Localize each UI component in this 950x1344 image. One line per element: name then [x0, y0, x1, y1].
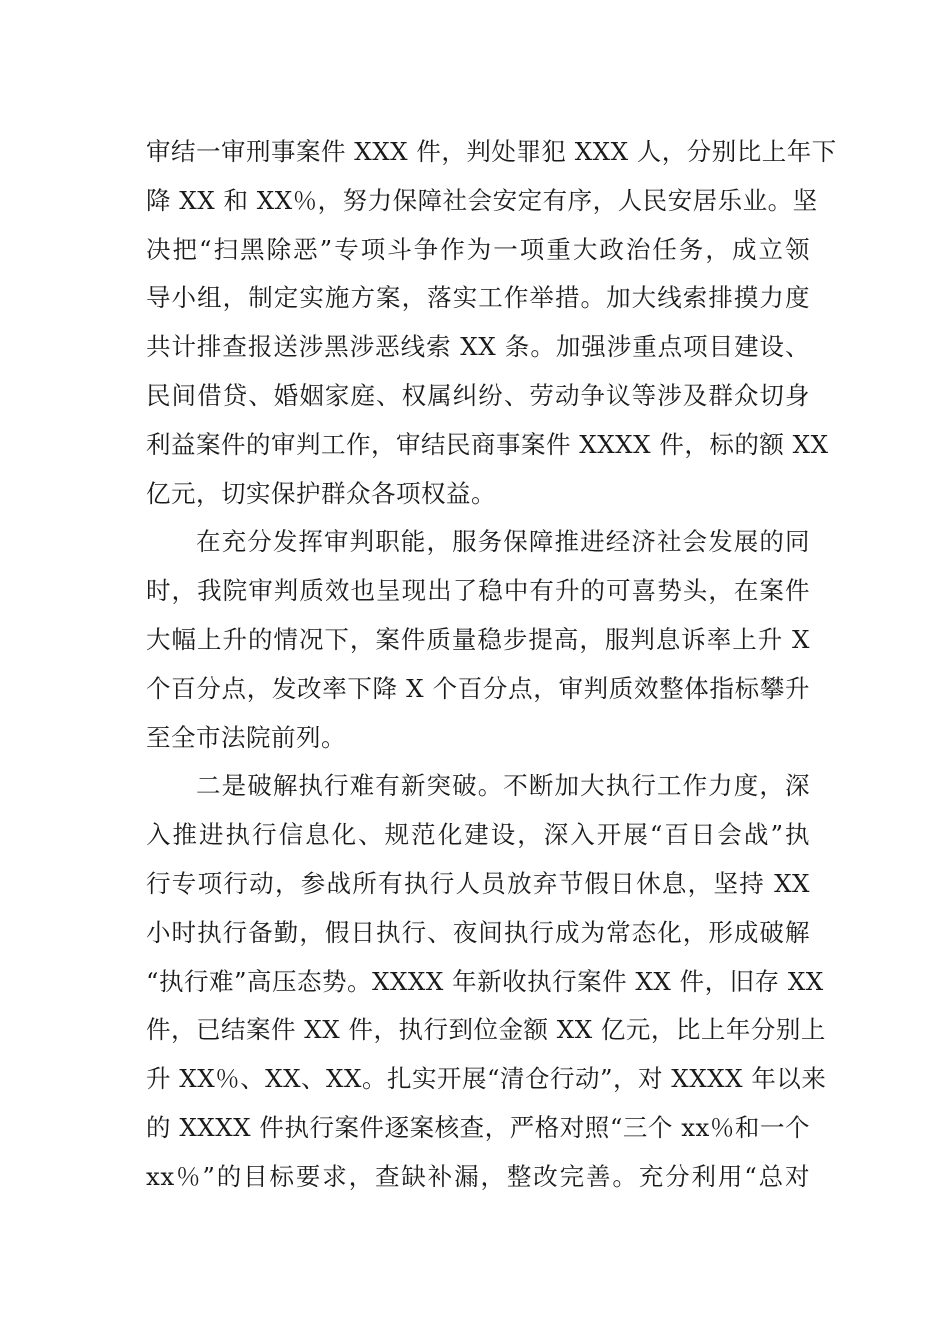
paragraph-3-line: 二是破解执行难有新突破。不断加大执行工作力度，深: [196, 771, 810, 801]
paragraph-2-line: 在充分发挥审判职能，服务保障推进经济社会发展的同: [196, 527, 810, 557]
paragraph-3-line: “执行难”高压态势。XXXX 年新收执行案件 XX 件，旧存 XX: [146, 966, 824, 996]
paragraph-1-line: 审结一审刑事案件 XXX 件，判处罪犯 XXX 人，分别比上年下: [146, 137, 837, 166]
paragraph-1-line: 决把“扫黑除恶”专项斗争作为一项重大政治任务，成立领: [146, 234, 810, 264]
paragraph-1-line: 共计排查报送涉黑涉恶线索 XX 条。加强涉重点项目建设、: [146, 332, 810, 362]
paragraph-1-line: 民间借贷、婚姻家庭、权属纠纷、劳动争议等涉及群众切身: [146, 380, 810, 410]
paragraph-3-line: 入推进执行信息化、规范化建设，深入开展“百日会战”执: [146, 820, 810, 850]
paragraph-1-line: 导小组，制定实施方案，落实工作举措。加大线索排摸力度: [146, 283, 810, 313]
document-body: [146, 128, 837, 1202]
paragraph-3-line: 的 XXXX 件执行案件逐案核查，严格对照“三个 xx％和一个: [146, 1112, 810, 1142]
paragraph-3-line: xx％”的目标要求，查缺补漏，整改完善。充分利用“总对: [146, 1161, 810, 1191]
paragraph-3-line: 件，已结案件 XX 件，执行到位金额 XX 亿元，比上年分别上: [146, 1015, 826, 1045]
paragraph-3-line: 升 XX％、XX、XX。扎实开展“清仓行动”，对 XXXX 年以来: [146, 1064, 827, 1094]
paragraph-2-line: 个百分点，发改率下降 X 个百分点，审判质效整体指标攀升: [146, 673, 810, 703]
paragraph-1-line: 利益案件的审判工作，审结民商事案件 XXXX 件，标的额 XX: [146, 429, 829, 459]
paragraph-3-line: 小时执行备勤，假日执行、夜间执行成为常态化，形成破解: [146, 917, 810, 947]
paragraph-1-line: 亿元，切实保护群众各项权益。: [146, 478, 496, 508]
paragraph-2-line: 大幅上升的情况下，案件质量稳步提高，服判息诉率上升 X: [146, 624, 810, 654]
paragraph-2-line: 至全市法院前列。: [146, 722, 346, 752]
paragraph-3-line: 行专项行动，参战所有执行人员放弃节假日休息，坚持 XX: [146, 868, 810, 898]
paragraph-2-line: 时，我院审判质效也呈现出了稳中有升的可喜势头，在案件: [146, 576, 810, 606]
paragraph-1-line: 降 XX 和 XX％，努力保障社会安定有序，人民安居乐业。坚: [146, 185, 818, 215]
